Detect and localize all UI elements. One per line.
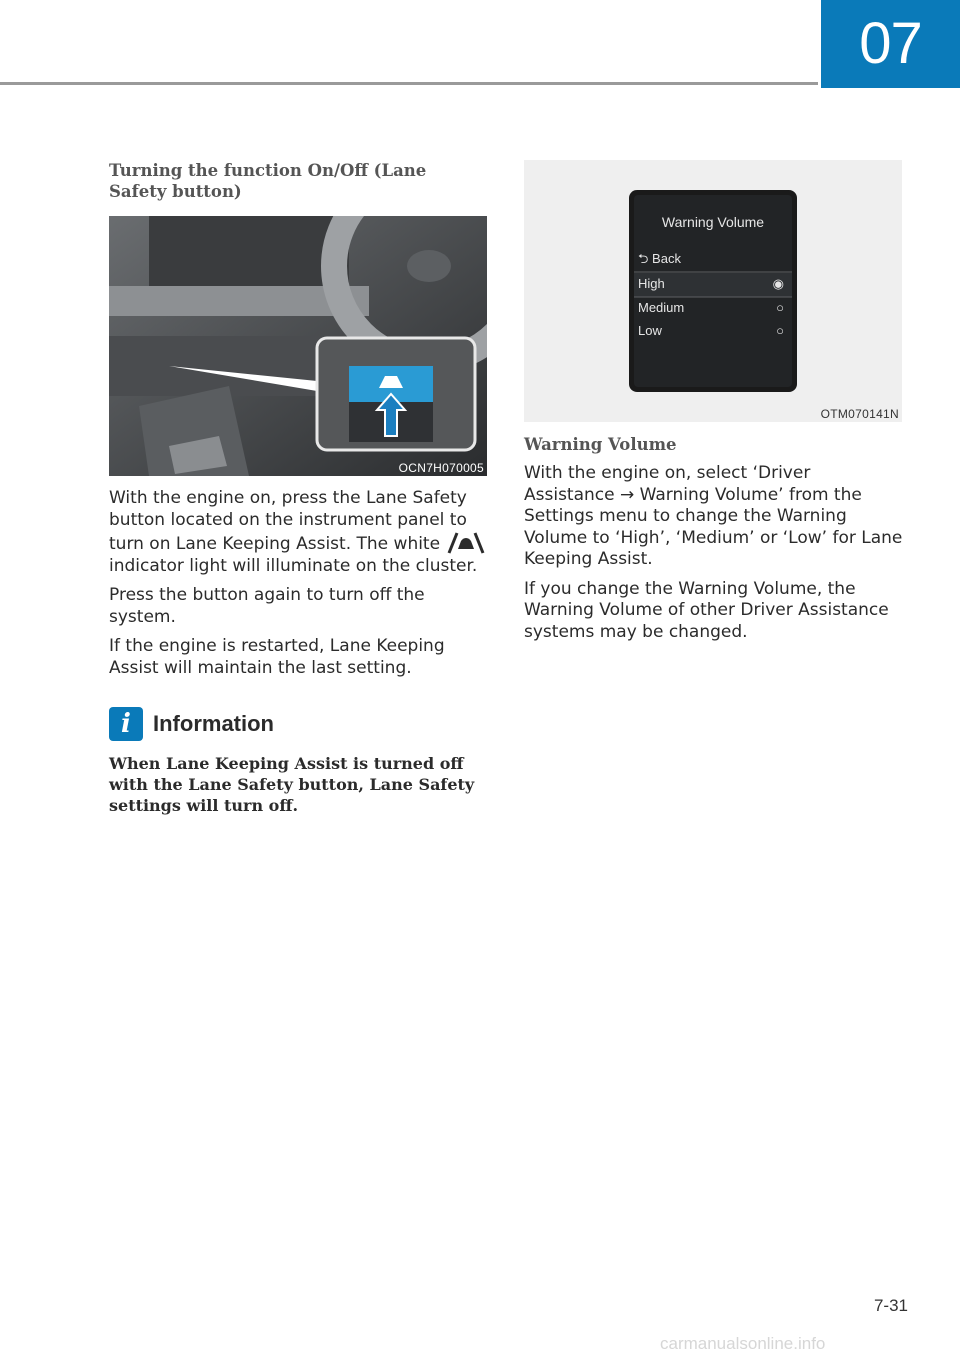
radio-unselected-icon: ○ <box>776 300 784 315</box>
information-body: When Lane Keeping Assist is turned off with the Lane Safety button, Lane Safety settings will turn off. <box>109 754 475 815</box>
paragraph-warning-volume-note: If you change the Warning Volume, the Warning Volume of other Driver Assistance systems may be changed. <box>524 578 889 642</box>
left-column <box>109 160 489 816</box>
dashboard-illustration <box>109 216 487 476</box>
chapter-tab: 07 <box>821 0 960 88</box>
screen-title: Warning Volume <box>661 214 765 230</box>
screen-back-item[interactable] <box>638 250 681 272</box>
screen-back-label: Back <box>652 251 681 266</box>
section-heading-warning-volume: Warning Volume <box>524 435 677 454</box>
paragraph-turn-on <box>109 488 489 577</box>
information-header <box>109 707 489 741</box>
cluster-screen <box>524 160 902 422</box>
paragraph-warning-volume: With the engine on, select ‘Driver Assistance → Warning Volume’ from the Settings menu to change the Warning Volume to ‘High’, ‘Medium’ or ‘Low’ for Lane Keeping Assist. <box>524 463 903 569</box>
option-label: High <box>638 276 665 291</box>
watermark: carmanualsonline.info <box>660 1334 826 1353</box>
information-icon: i <box>109 707 143 741</box>
lane-safety-button-photo <box>109 216 487 476</box>
page-number: 7-31 <box>873 1296 908 1315</box>
screen-option-high[interactable] <box>638 276 788 291</box>
option-label: Low <box>638 323 662 338</box>
option-label: Medium <box>638 300 685 315</box>
header-rule <box>0 82 818 85</box>
back-arrow-icon: ⮌ <box>638 251 649 266</box>
section-heading-on-off: Turning the function On/Off (Lane Safety button) <box>109 161 427 201</box>
paragraph-turn-on-part-a: With the engine on, press the Lane Safety button located on the instrument panel to turn on Lane Keeping Assist. The white <box>109 488 467 554</box>
paragraph-turn-off: Press the button again to turn off the system. <box>109 585 425 627</box>
right-column <box>524 160 904 643</box>
warning-volume-screen-figure <box>524 160 902 422</box>
paragraph-turn-on-part-b: indicator light will illuminate on the cluster. <box>109 555 478 576</box>
screen-option-medium[interactable] <box>638 300 788 315</box>
paragraph-restart: If the engine is restarted, Lane Keeping Assist will maintain the last setting. <box>109 636 445 678</box>
screen-option-low[interactable] <box>638 323 788 338</box>
photo-code: OCN7H070005 <box>398 461 484 475</box>
information-title: Information <box>153 711 274 736</box>
photo-code: OTM070141N <box>820 407 899 421</box>
radio-selected-icon: ◉ <box>772 276 784 291</box>
lane-keeping-indicator-icon <box>445 531 487 555</box>
radio-unselected-icon: ○ <box>776 323 784 338</box>
